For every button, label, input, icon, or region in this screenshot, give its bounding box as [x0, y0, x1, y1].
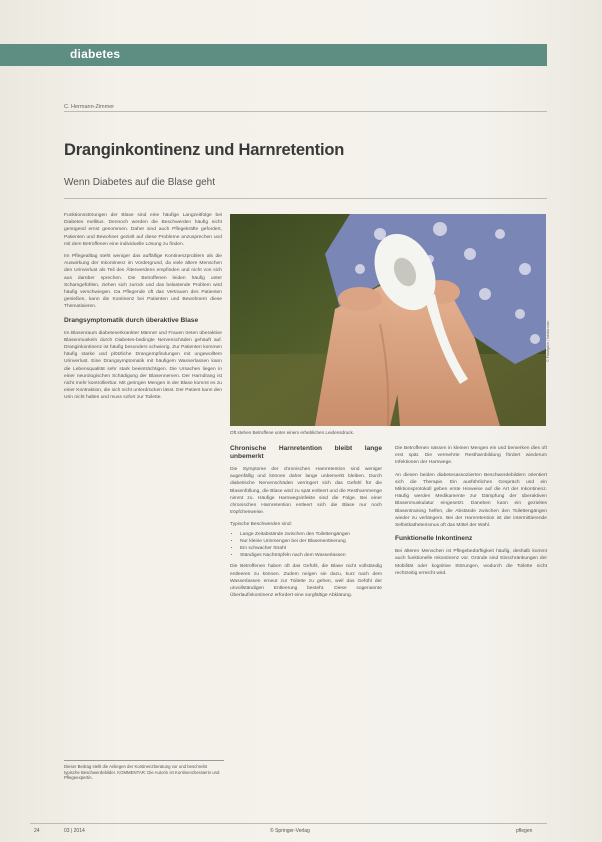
section-label: diabetes — [70, 47, 121, 61]
body-paragraph: An diesen beiden diabetesassoziierten Beschwerdebildern orientiert sich die Therapie. Ein ausführliches Gespräch und ein Miktionsprotokoll geben erste Hinweise auf die Art der Inkontinenz. Häufig werden Medikamente zur Dämpfung der überaktiven Blasenmuskulatur eingesetzt. Daneben kann ein gezieltes Blasentraining helfen, die Abstände zwischen den Toilettengängen wieder zu verlängern. Bei der Harnretention ist der intermittierende Selbstkatheterismus oft das Mittel der Wahl. — [395, 472, 547, 529]
body-paragraph: Im Blasenraum diabeteserkrankter Männer und Frauen treten überaktive Blasenmuskeln durch Diabetes-bedingte Nervenschäden gehäuft auf. Dranginkontinenz ist häufig besonders schwierig. Zur Patienten kommen häufig starke und plötzliche Drangempfindungen mit ungewolltem Urinverlust. Eine Drangsymptomatik mit häufigem Wasserlassen kann die Lebensqualität sehr stark beeinträchtigen. Die Ursachen liegen in einer neurologischen Schädigung der Blasennerven. Der Harndrang ist nicht mehr kontrollierbar. Mit geringen Mengen in der Blase kommt es zu einer Kontraktion, die sich nicht unterdrücken lässt. Der Patient kann den Urin nicht halten und muss sofort zur Toilette. — [64, 330, 222, 401]
list-intro: Typische Beschwerden sind: — [230, 522, 292, 528]
body-paragraph: Die Betroffenen haben oft das Gefühl, die Blase nicht vollständig entleeren zu können. Zudem neigen sie dazu, kurz nach dem Wasserlassen erneut zur Toilette zu gehen, weil das Gefühl der unvollständigen Entleerung besteht. Diese sogenannte Überlaufinkontinenz erfordert eine sorgfältige Abklärung. — [230, 564, 382, 599]
footer-rule — [30, 823, 547, 824]
text-column-3 — [395, 445, 547, 820]
body-paragraph: Im Pflegealltag steht weniger das auffällige Kontinenzproblem als die Auswirkung der Inkontinenz im Vordergrund, da viele ältere Menschen den Urinverlust als Teil des Älterwerdens empfinden und nicht von sich aus darüber sprechen. Die Betroffenen leiden häufig unter Schamgefühlen, ziehen sich zurück und das belastende Problem wird häufig verschwiegen. Da Pflegende oft das Vertrauen des Patienten genießen, kann die Kontinenz bei Patienten und Bewohnern diese Thematisieren. — [64, 254, 222, 310]
body-paragraph: Bei älteren Menschen ist Pflegebedürftigkeit häufig, deshalb kommt auch funktionelle Inkontinenz vor. Gründe sind Einschränkungen der Mobilität oder kognitive Störungen, wodurch die Toilette nicht rechtzeitig erreicht wird. — [395, 549, 547, 576]
page-title: Dranginkontinenz und Harnretention — [64, 141, 345, 159]
section-heading: Funktionelle Inkontinenz — [395, 535, 473, 543]
page-number: 24 — [34, 828, 40, 834]
magazine-label: pflegen — [516, 828, 533, 834]
list-item: • Ein schwacher Strahl — [240, 545, 382, 552]
symptom-list — [230, 531, 382, 560]
section-heading: Chronische Harnretention bleibt lange unbemerkt — [230, 445, 382, 460]
author-line: C. Hermann-Zimmer — [64, 104, 115, 110]
issue-label: 03 | 2014 — [64, 828, 85, 834]
divider — [64, 111, 547, 112]
list-item: • Nur kleine Urinmengen bei der Blasenentleerung — [240, 538, 382, 545]
photo-credit: © Flashpics / fotolia.com — [546, 320, 550, 362]
article-photo — [230, 214, 546, 426]
divider — [64, 198, 547, 199]
text-column-2 — [230, 445, 382, 820]
page-subtitle: Wenn Diabetes auf die Blase geht — [64, 177, 216, 188]
body-paragraph: Die Symptome der chronischen Harnretention sind weniger augenfällig und können daher lange unbemerkt bleiben. Durch diabetische Nervenschäden verringert sich das Gefühl für die Blasenfüllung, die Blase wird zu spät entleert und die Restharnmenge nimmt zu. Häufige Harnwegsinfekte sind die Folge. Bei einer chronischen Harnretention entleert sich die Blase nur noch tröpfchenweise. — [230, 467, 382, 516]
photo-caption: Oft stehen Betroffene unter einem erheblichen Leidensdruck. — [230, 430, 355, 435]
text-column-1 — [64, 212, 222, 757]
body-paragraph: Die Betroffenen nässen in kleinen Mengen ein und bemerken dies oft erst spät. Die vermehrte Restharnbildung fördert wiederum Infektionen der Harnwege. — [395, 446, 547, 466]
intro-paragraph: Funktionsstörungen der Blase sind eine häufige Langzeitfolge bei Diabetes mellitus. Dennoch werden die Beschwerden häufig nicht genügend ernst genommen. Daher sind auch Pflegekräfte gefordert, Patienten und Bewohner gezielt auf diese Probleme anzusprechen und mit dem Betroffenen eine individuelle Lösung zu finden. — [64, 213, 222, 247]
section-heading: Drangsymptomatik durch überaktive Blase — [64, 316, 199, 324]
list-item: • Lange Zeitabstände zwischen den Toilettengängen — [240, 531, 382, 538]
photo-illustration — [230, 214, 546, 426]
footnote: Dieser Beitrag stellt die Anliegen der Kontinenzberatung vor und beschreibt typische Beschwerdebilder. KOMMENTAR: Die Autorin ist Kontinenzberaterin und Pflegeexpertin. — [64, 760, 224, 781]
list-item: • Ständiges Nachtröpfeln nach dem Wasserlassen — [240, 552, 382, 559]
publisher-label: © Springer-Verlag — [270, 828, 310, 834]
